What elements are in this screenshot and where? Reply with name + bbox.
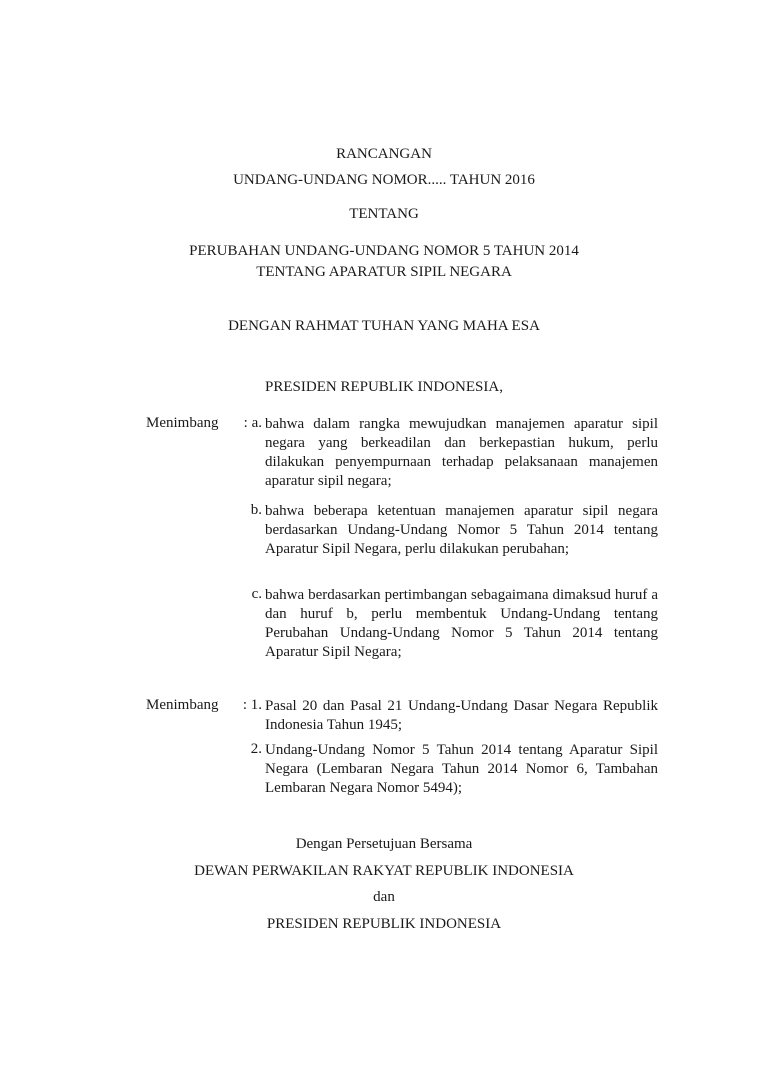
mengingat-label: Menimbang [146, 697, 219, 713]
subject-heading-line2: TENTANG APARATUR SIPIL NEGARA [256, 264, 512, 280]
mengingat-item-1-text: Pasal 20 dan Pasal 21 Undang-Undang Dasar Negara Republik Indonesia Tahun 1945; [265, 698, 658, 733]
subject-heading-line1: PERUBAHAN UNDANG-UNDANG NOMOR 5 TAHUN 2014 [189, 243, 579, 259]
menimbang-item-a-marker: : a. [243, 415, 262, 431]
tentang-heading: TENTANG [349, 206, 419, 222]
menimbang-label: Menimbang [146, 415, 219, 431]
menimbang-item-b-marker: b. [250, 502, 262, 518]
mengingat-item-2-text: Undang-Undang Nomor 5 Tahun 2014 tentang Aparatur Sipil Negara (Lembaran Negara Tahun 2014 Nomor 6, Tambahan Lembaran Negara Nomor 5494); [265, 742, 658, 796]
mengingat-item-1-marker: : 1. [242, 697, 262, 713]
menimbang-item-c-text: bahwa berdasarkan pertimbangan sebagaimana dimaksud huruf a dan huruf b, perlu membentuk Undang-Undang tentang Perubahan Undang-Undang Nomor 5 Tahun 2014 tentang Aparatur Sipil Negara; [265, 587, 658, 660]
agreement-line: Dengan Persetujuan Bersama [295, 836, 473, 852]
law-number-heading: UNDANG-UNDANG NOMOR..... TAHUN 2016 [233, 172, 535, 188]
dpr-line: DEWAN PERWAKILAN RAKYAT REPUBLIK INDONESIA [194, 863, 574, 879]
menimbang-item-a-text: bahwa dalam rangka mewujudkan manajemen aparatur sipil negara yang berkeadilan dan berkepastian hukum, perlu dilakukan penyempurnaan terhadap pelaksanaan manajemen aparatur sipil negara; [265, 416, 658, 489]
and-line: dan [373, 889, 395, 905]
doc-type-heading: RANCANGAN [336, 146, 432, 162]
blessing-line: DENGAN RAHMAT TUHAN YANG MAHA ESA [228, 318, 540, 334]
president-footer-line: PRESIDEN REPUBLIK INDONESIA [266, 916, 502, 932]
menimbang-item-b-text: bahwa beberapa ketentuan manajemen aparatur sipil negara berdasarkan Undang-Undang Nomor 5 Tahun 2014 tentang Aparatur Sipil Negara, perlu dilakukan perubahan; [265, 503, 658, 557]
mengingat-item-2-marker: 2. [250, 741, 262, 757]
menimbang-item-c-marker: c. [251, 586, 262, 602]
president-heading: PRESIDEN REPUBLIK INDONESIA, [265, 379, 503, 395]
